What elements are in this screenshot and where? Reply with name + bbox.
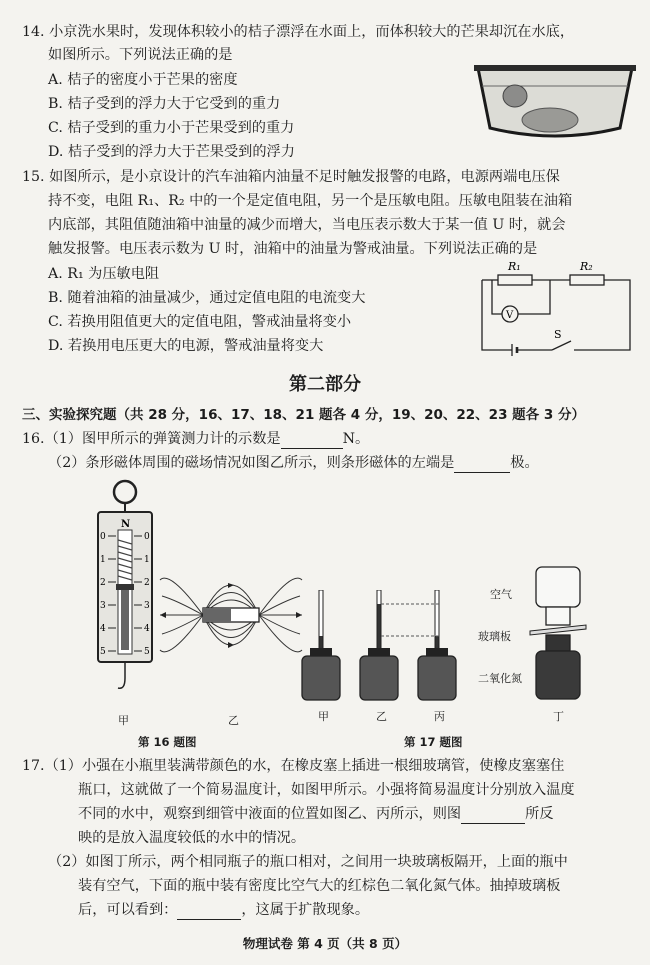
q14-option-a[interactable]: A. 桔子的密度小于芒果的密度 bbox=[48, 72, 238, 88]
resistor-r2-icon bbox=[570, 275, 604, 285]
q17-line7-tail: ，这属于扩散现象。 bbox=[241, 902, 370, 918]
q15-stem-line1: 15. 如图所示，是小京设计的汽车油箱内油量不足时触发报警的电路，电源两端电压保 bbox=[22, 169, 560, 185]
bottle-jia-icon bbox=[302, 590, 340, 700]
q15-option-b[interactable]: B. 随着油箱的油量减少，通过定值电阻的电流变大 bbox=[48, 290, 366, 306]
spring-scale-figure bbox=[90, 478, 160, 710]
q17-line4: 映的是放入温度较低的水中的情况。 bbox=[78, 830, 306, 846]
q16-part2-text: （2）条形磁体周围的磁场情况如图乙所示，则条形磁体的左端是 bbox=[48, 455, 455, 471]
q17-line7-text: 后，可以看到： bbox=[78, 902, 178, 918]
q15-stem-line2: 持不变，电阻 R₁、R₂ 中的一个是定值电阻，另一个是压敏电阻。压敏电阻装在油箱 bbox=[48, 193, 573, 209]
fig16-label-yi: 乙 bbox=[228, 714, 239, 727]
mango-icon bbox=[522, 108, 578, 132]
q17-line6: 装有空气，下面的瓶中装有密度比空气大的红棕色二氧化氮气体。抽掉玻璃板 bbox=[78, 878, 561, 894]
q17-line2: 瓶口，这就做了一个简易温度计，如图甲所示。小强将简易温度计分别放入温度 bbox=[78, 782, 575, 798]
q15-option-d[interactable]: D. 若换用电压更大的电源，警戒油量将变大 bbox=[48, 338, 324, 354]
fig17-label-ding: 丁 bbox=[553, 710, 564, 723]
q15-option-c[interactable]: C. 若换用阻值更大的定值电阻，警戒油量将变小 bbox=[48, 314, 352, 330]
scale-unit-n: N bbox=[121, 519, 131, 530]
bar-magnet-field-figure bbox=[158, 560, 304, 670]
scale-right-tick-5: 5 bbox=[144, 647, 150, 657]
circuit-label-v: V bbox=[506, 310, 514, 321]
q17-line7 bbox=[78, 900, 369, 920]
scale-left-tick-3: 3 bbox=[100, 601, 106, 611]
scale-left-tick-4: 4 bbox=[100, 624, 106, 634]
scale-left-tick-5: 5 bbox=[100, 647, 106, 657]
q17-line3 bbox=[78, 804, 553, 824]
scale-left-tick-0: 0 bbox=[100, 532, 106, 542]
fig17-label-bing: 丙 bbox=[434, 710, 445, 723]
fig17-label-glass: 玻璃板 bbox=[478, 630, 511, 643]
scale-left-tick-1: 1 bbox=[100, 555, 106, 565]
q16-part1-text: 16.（1）图甲所示的弹簧测力计的示数是 bbox=[22, 431, 281, 447]
glass-plate-icon bbox=[530, 625, 586, 635]
fig17-label-air: 空气 bbox=[490, 588, 512, 601]
scale-right-tick-4: 4 bbox=[144, 624, 150, 634]
section-three-header: 三、实验探究题（共 28 分，16、17、18、21 题各 4 分，19、20、22、23 题各 3 分） bbox=[22, 407, 585, 423]
part-two-title: 第二部分 bbox=[289, 374, 361, 395]
q17-line3-tail: 所反 bbox=[525, 806, 554, 822]
orange-icon bbox=[503, 85, 527, 107]
scale-left-tick-2: 2 bbox=[100, 578, 106, 588]
q14-option-b[interactable]: B. 桔子受到的浮力大于它受到的重力 bbox=[48, 96, 281, 112]
bottle-yi-icon bbox=[360, 590, 398, 700]
scale-right-tick-3: 3 bbox=[144, 601, 150, 611]
circuit-label-r1: R₁ bbox=[508, 260, 521, 273]
q16-part2 bbox=[48, 453, 539, 473]
scale-right-tick-1: 1 bbox=[144, 555, 150, 565]
circuit-label-s: S bbox=[554, 328, 562, 341]
q14-stem-line2: 如图所示。下列说法正确的是 bbox=[48, 47, 233, 63]
q14-option-c[interactable]: C. 桔子受到的重力小于芒果受到的重力 bbox=[48, 120, 295, 136]
resistor-r1-icon bbox=[498, 275, 532, 285]
fruit-basin-figure bbox=[470, 62, 640, 144]
q16-answer-blank-2[interactable] bbox=[454, 458, 510, 473]
scale-right-tick-2: 2 bbox=[144, 578, 150, 588]
fig17-label-no2: 二氧化氮 bbox=[478, 672, 522, 685]
q15-option-a[interactable]: A. R₁ 为压敏电阻 bbox=[48, 266, 160, 282]
q14-stem-line1: 14. 小京洗水果时，发现体积较小的桔子漂浮在水面上，而体积较大的芒果却沉在水底， bbox=[22, 24, 575, 40]
q14-option-d[interactable]: D. 桔子受到的浮力大于芒果受到的浮力 bbox=[48, 144, 295, 160]
q15-stem-line4: 触发报警。电压表示数为 U 时，油箱中的油量为警戒油量。下列说法正确的是 bbox=[48, 241, 538, 257]
fig17-caption: 第 17 题图 bbox=[404, 735, 463, 749]
q15-stem-line3: 内底部，其阻值随油箱中油量的减少而增大，当电压表示数大于某一值 U 时，就会 bbox=[48, 217, 566, 233]
fig17-label-jia: 甲 bbox=[318, 710, 329, 723]
q16-answer-blank-1[interactable] bbox=[281, 434, 343, 449]
bottle-bing-icon bbox=[418, 590, 456, 700]
scale-right-tick-0: 0 bbox=[144, 532, 150, 542]
q16-part1 bbox=[22, 429, 369, 449]
alarm-circuit-diagram bbox=[470, 258, 640, 358]
circuit-label-r2: R₂ bbox=[580, 260, 593, 273]
q17-line1: 17.（1）小强在小瓶里装满带颜色的水，在橡皮塞上插进一根细玻璃管，使橡皮塞塞住 bbox=[22, 758, 565, 774]
q16-part1-unit: N。 bbox=[342, 431, 370, 447]
q16-part2-unit: 极。 bbox=[510, 455, 539, 471]
diffusion-bottles-figure bbox=[528, 565, 588, 705]
fig16-label-jia: 甲 bbox=[118, 714, 129, 727]
switch-icon bbox=[552, 341, 571, 350]
fig17-label-yi: 乙 bbox=[376, 710, 387, 723]
q17-line5: （2）如图丁所示，两个相同瓶子的瓶口相对，之间用一块玻璃板隔开，上面的瓶中 bbox=[48, 854, 568, 870]
q17-line3-text: 不同的水中，观察到细管中液面的位置如图乙、丙所示，则图 bbox=[78, 806, 462, 822]
fig16-caption: 第 16 题图 bbox=[138, 735, 197, 749]
q17-answer-blank-1[interactable] bbox=[461, 809, 525, 824]
simple-thermometer-bottles-figure bbox=[298, 590, 468, 702]
page-footer: 物理试卷 第 4 页（共 8 页） bbox=[242, 936, 408, 951]
q17-answer-blank-2[interactable] bbox=[177, 905, 241, 920]
